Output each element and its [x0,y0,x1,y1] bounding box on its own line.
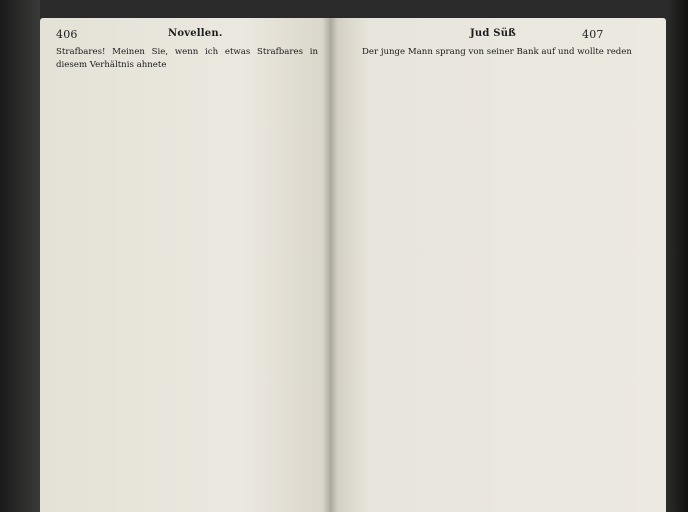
left-running-head: Novellen. [168,28,223,39]
book-gutter [322,18,338,512]
right-running-head: Jud Süß [470,28,516,39]
right-page-number: 407 [582,28,604,41]
left-background [0,0,40,512]
left-paragraph: Strafbares! Meinen Sie, wenn ich etwas Strafbares in diesem Verhältnis ahnete [56,47,318,70]
right-body-text [362,46,654,59]
right-paragraph: Der junge Mann sprang von seiner Bank auf und wollte reden [362,47,632,57]
right-page [330,18,666,512]
left-body-text [56,46,318,71]
left-page [40,18,330,512]
left-page-number: 406 [56,28,78,41]
right-background [666,0,688,512]
